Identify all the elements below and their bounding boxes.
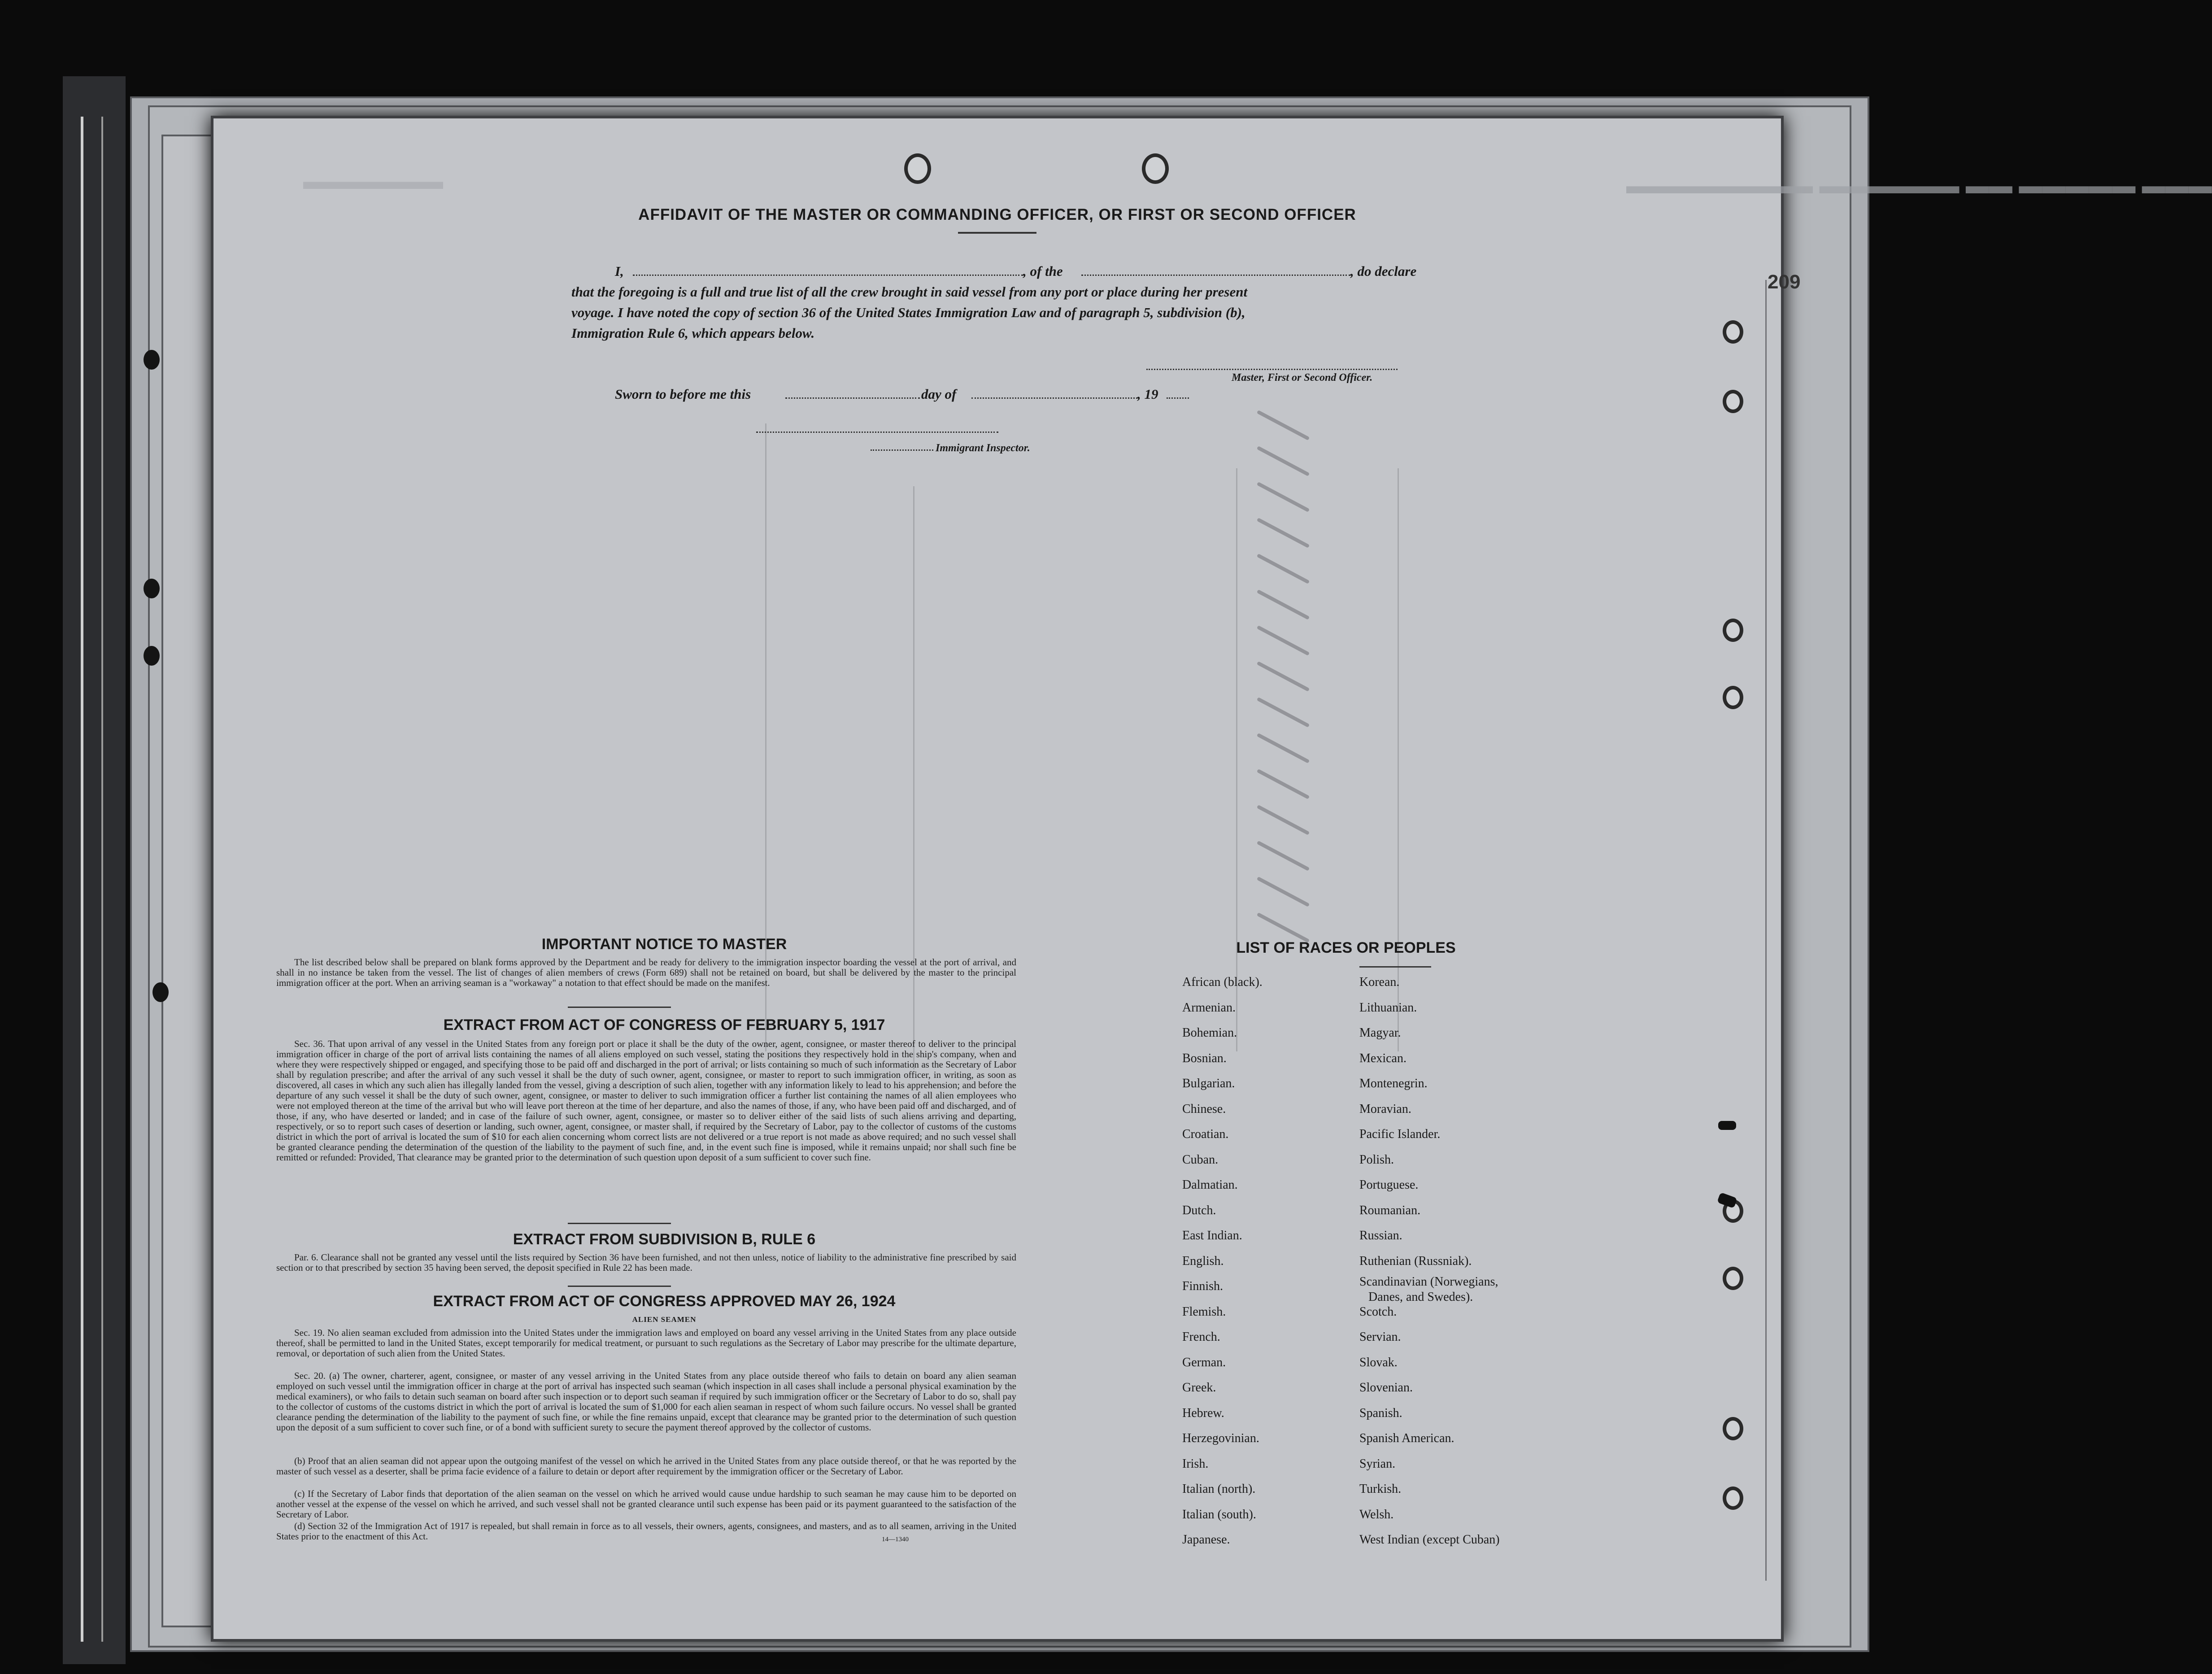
punch-hole: [1723, 1417, 1743, 1440]
day-of-label: day of: [921, 386, 957, 402]
race-item: Italian (north).: [1182, 1482, 1256, 1496]
bleed-through-mark: [1257, 733, 1310, 763]
notice-title: IMPORTANT NOTICE TO MASTER: [541, 936, 787, 953]
sworn-label: Sworn to before me this: [615, 386, 751, 402]
sworn-year-field[interactable]: [1167, 394, 1189, 399]
punch-hole: [1723, 320, 1743, 344]
punch-hole: [1142, 153, 1169, 184]
race-item: Italian (south).: [1182, 1507, 1256, 1521]
race-item: Turkish.: [1359, 1482, 1402, 1496]
vessel-field[interactable]: [1081, 271, 1350, 276]
races-right-column: [1359, 975, 1611, 1547]
bleed-through-mark: [1257, 661, 1310, 692]
bleed-through-mark: [1257, 697, 1310, 728]
race-item: Chinese.: [1182, 1102, 1226, 1116]
of-the-label: , of the: [1023, 263, 1063, 279]
race-item: East Indian.: [1182, 1229, 1242, 1242]
punch-hole: [1723, 1267, 1743, 1290]
race-item: Bohemian.: [1182, 1026, 1237, 1040]
name-field[interactable]: [633, 271, 1023, 276]
race-item: Armenian.: [1182, 1000, 1236, 1015]
race-item: Polish.: [1359, 1152, 1394, 1167]
binder-hole: [144, 579, 160, 598]
bleed-through-mark: [1257, 805, 1310, 835]
affidavit-line-3: Immigration Rule 6, which appears below.: [571, 325, 815, 341]
bleed-through-mark: [1257, 912, 1310, 943]
extract-1924-subtitle: ALIEN SEAMEN: [632, 1315, 697, 1324]
race-item: Bulgarian.: [1182, 1077, 1235, 1090]
bleed-through-rule: [1765, 280, 1767, 1581]
bleed-through-rule: [1398, 468, 1399, 1051]
document-page: [211, 116, 2212, 1642]
notice-body: The list described below shall be prepared on blank forms approved by the Department and be ready for delivery to the immigration inspector boarding the vessel at the port of arrival, and shall in no instance be taken from the vessel. The list of changes of alien members of crews (Form 689) shall not be retained on board, but shall be delivered by the master to the principal immigration officer at the port. When an arriving seaman is a "workaway" a notation to that effect should be made on the manifest.: [276, 957, 1016, 988]
race-item: Scandinavian (Norwegians,: [1359, 1275, 1498, 1289]
sworn-month-field[interactable]: [971, 394, 1137, 399]
extract-1924-sec20a: Sec. 20. (a) The owner, charterer, agent, consignee, or master of any vessel arriving in the United States from any place outside thereof who fails to detain on board any alien seaman employed on such vessel until the immigration officer in charge at the port of arrival has inspected such seaman (which inspection in all cases shall include a personal physical examination by the medical examiners), or who fails to detain such seaman on board after such inspection or to deport such seaman if required by such immigration officer or the Secretary of Labor to do so, shall pay to the collector of customs of the customs district in which the port of arrival is located the sum of $1,000 for each alien seaman in respect of whom such failure occurs. No vessel shall be granted clearance pending the determination of the liability to the payment of such fine, or while the fine remains unpaid, except that clearance may be granted prior to the determination of such question upon the deposit of a sum sufficient to cover such fine, or of a bond with sufficient surety to secure the payment thereof approved by the collector of customs.: [276, 1370, 1016, 1433]
races-left-column: [1182, 975, 1371, 1547]
race-item: Pacific Islander.: [1359, 1127, 1441, 1141]
race-item: Croatian.: [1182, 1127, 1229, 1141]
extract-1924-sec19: Sec. 19. No alien seaman excluded from admission into the United States under the immigration laws and employed on board any vessel arriving in the United States from any place outside thereof, shall be permitted to land in the United States, except temporarily for medical treatment, or pursuant to such regulations as the Secretary of Labor may prescribe for the ultimate departure, removal, or deportation of such alien from the United States.: [276, 1327, 1016, 1359]
race-item: Danes, and Swedes).: [1368, 1290, 1473, 1304]
do-declare-label: , do declare: [1350, 263, 1417, 279]
punch-hole: [1723, 1487, 1743, 1510]
race-item: Herzegovinian.: [1182, 1431, 1259, 1445]
race-item: Mexican.: [1359, 1051, 1406, 1065]
race-item: Montenegrin.: [1359, 1077, 1428, 1090]
bleed-through-mark: [1257, 410, 1310, 440]
binder-hole: [152, 982, 169, 1002]
race-item: Dutch.: [1182, 1203, 1216, 1217]
race-item: Syrian.: [1359, 1456, 1396, 1471]
margin-page-number: 209: [1768, 271, 1801, 293]
race-item: African (black).: [1182, 975, 1263, 989]
race-item: Bosnian.: [1182, 1051, 1227, 1065]
race-item: Slovenian.: [1359, 1381, 1413, 1395]
race-item: Welsh.: [1359, 1507, 1394, 1521]
extract-1924-sec20d: (d) Section 32 of the Immigration Act of 1917 is repealed, but shall remain in force as to all vessels, their owners, agents, consignees, and masters, and as to all seamen, arriving in the United States prior to the enactment of this Act.: [276, 1521, 1016, 1542]
extract-1924-sec20c: (c) If the Secretary of Labor finds that deportation of the alien seaman on the vessel on which he arrived would cause undue hardship to such seaman he may cause him to be deported on another vessel at the expense of the vessel on which he arrived, and such vessel shall not be granted clearance until such expense has been paid or its payment guaranteed to the satisfaction of the Secretary of Labor.: [276, 1488, 1016, 1520]
bleed-through-mark: [1257, 625, 1310, 656]
race-item: West Indian (except Cuban): [1359, 1533, 1500, 1547]
race-item: Lithuanian.: [1359, 1000, 1417, 1015]
punch-hole: [904, 153, 931, 184]
extract-1924-title: EXTRACT FROM ACT OF CONGRESS APPROVED MAY 26, 1924: [433, 1293, 896, 1310]
bleed-through-mark: [1257, 876, 1310, 907]
race-item: Irish.: [1182, 1456, 1209, 1471]
form-number: 14—1340: [882, 1536, 909, 1543]
race-item: Moravian.: [1359, 1102, 1411, 1116]
races-rule: [1359, 966, 1431, 968]
bleed-through-text: ▬▬▬▬▬▬: [303, 168, 443, 194]
page-edges: [81, 117, 103, 1642]
rule-6-rule: [568, 1286, 671, 1287]
race-item: Slovak.: [1359, 1355, 1398, 1369]
master-signature-label: Master, First or Second Officer.: [1232, 372, 1373, 384]
race-item: Portuguese.: [1359, 1178, 1419, 1192]
title-rule: [958, 232, 1036, 234]
bleed-through-mark: [1257, 554, 1310, 584]
race-item: Flemish.: [1182, 1304, 1226, 1319]
notice-rule: [568, 1007, 671, 1008]
race-item: Dalmatian.: [1182, 1178, 1238, 1192]
bleed-through-mark: [1257, 482, 1310, 512]
affidavit-line-1: that the foregoing is a full and true list of all the crew brought in said vessel from any port or place during her present: [571, 284, 1248, 300]
race-item: Roumanian.: [1359, 1203, 1421, 1217]
race-item: Greek.: [1182, 1381, 1216, 1395]
race-item: Hebrew.: [1182, 1406, 1224, 1420]
binder-clip: [1717, 1192, 1737, 1208]
race-item: English.: [1182, 1254, 1224, 1268]
race-item: Japanese.: [1182, 1533, 1230, 1547]
race-item: Russian.: [1359, 1229, 1402, 1242]
rule-6-body: Par. 6. Clearance shall not be granted any vessel until the lists required by Section 36 have been furnished, and not then unless, notice of liability to the administrative fine prescribed by said section or to that prescribed by section 35 having been served, the deposit specified in Rule 22 has been made.: [276, 1252, 1016, 1273]
extract-1917-body: Sec. 36. That upon arrival of any vessel in the United States from any foreign port or place it shall be the duty of the owner, agent, consignee, or master thereof to deliver to the principal immigration officer in charge of the port of arrival lists containing the names of all aliens employed on such vessel, stating the positions they respectively hold in the ship's company, when and where they were respectively shipped or engaged, and specifying those to be paid off and discharged in the port of arrival; or lists containing so much of such information as the Secretary of Labor shall by regulation prescribe; and after the arrival of any such vessel it shall be the duty of such owner, agent, consignee, or master to report to such immigration officer, in writing, as soon as discovered, all cases in which any such alien has illegally landed from the vessel, giving a description of such alien, together with any information likely to lead to his apprehension; and before the departure of any such vessel it shall be the duty of such owner, agent, consignee, or master to deliver to such immigration officer a further list containing the names of all alien employees who were not employed thereon at the time of the arrival but who will leave port thereon at the time of her departure, and also the names of those, if any, who have been paid off and discharged, and of those, if any, who have deserted or landed; and in case of the failure of such owner, agent, consignee, or master so to deliver either of the said lists of such aliens arriving and departing, respectively, or so to report such cases of desertion or landing, such owner, agent, consignee, or master shall, if required by the Secretary of Labor, pay to the collector of customs of the customs district in which the port of arrival is located the sum of $10 for each alien concerning whom correct lists are not delivered or a true report is not made as above required; and no such vessel shall be granted clearance pending the determination of the question of the liability to the payment of such fine, and, in the event such fine is imposed, while it remains unpaid; nor shall such fine be remitted or refunded: Provided, That clearance may be granted prior to the determination of such question upon deposit of a sum sufficient to cover such fine.: [276, 1038, 1016, 1163]
punch-hole: [1723, 619, 1743, 642]
extract-1924-sec20b: (b) Proof that an alien seaman did not appear upon the outgoing manifest of the vessel on which he arrived in the United States from any place outside thereof, or that he was reported by the master of such vessel as a deserter, shall be prima facie evidence of a failure to detain or deport after requirement by the immigration officer or the Secretary of Labor.: [276, 1456, 1016, 1477]
punch-hole: [1723, 686, 1743, 709]
rule-6-title: EXTRACT FROM SUBDIVISION B, RULE 6: [513, 1231, 816, 1248]
race-item: Korean.: [1359, 975, 1400, 989]
affidavit-line-2: voyage. I have noted the copy of section 36 of the United States Immigration Law and of paragraph 5, subdivision (b),: [571, 305, 1245, 320]
bleed-through-mark: [1257, 446, 1310, 476]
binder-hole: [144, 350, 160, 370]
sworn-day-field[interactable]: [785, 394, 920, 399]
race-item: Spanish.: [1359, 1406, 1402, 1420]
race-item: German.: [1182, 1355, 1226, 1369]
race-item: Magyar.: [1359, 1026, 1401, 1040]
race-item: Spanish American.: [1359, 1431, 1454, 1445]
race-item: Scotch.: [1359, 1304, 1397, 1319]
bleed-through-mark: [1257, 518, 1310, 548]
race-item: Servian.: [1359, 1330, 1401, 1344]
inspector-signature-label: Immigrant Inspector.: [936, 442, 1030, 454]
race-item: Finnish.: [1182, 1279, 1224, 1293]
i-label: I,: [615, 263, 624, 279]
bleed-through-mark: [1257, 769, 1310, 799]
extract-1917-title: EXTRACT FROM ACT OF CONGRESS OF FEBRUARY 5, 1917: [443, 1016, 885, 1033]
inspector-signature-leader: [871, 446, 933, 451]
affidavit-title: AFFIDAVIT OF THE MASTER OR COMMANDING OFFICER, OR FIRST OR SECOND OFFICER: [638, 206, 1356, 223]
race-item: French.: [1182, 1330, 1220, 1344]
sworn-line: [213, 384, 1781, 405]
extract-1917-rule: [568, 1223, 671, 1224]
binder-hole: [144, 646, 160, 666]
year-label: , 19: [1137, 386, 1158, 402]
bleed-through-rule: [1236, 468, 1237, 1051]
bleed-through-mark: [1257, 589, 1310, 620]
bleed-through-text: ▬▬▬ ▬▬▬▬▬ ▬▬ ▬▬▬▬▬▬ ▬▬▬▬▬▬▬▬: [1626, 173, 2212, 199]
bleed-through-mark: [1257, 841, 1310, 871]
inspector-signature-field[interactable]: [756, 428, 998, 433]
binder-clip: [1718, 1121, 1736, 1130]
race-item: Cuban.: [1182, 1152, 1219, 1167]
affidavit-first-line: [213, 261, 1781, 282]
race-item: Ruthenian (Russniak).: [1359, 1254, 1472, 1268]
races-title: LIST OF RACES OR PEOPLES: [1236, 939, 1456, 956]
master-signature-field[interactable]: [1146, 365, 1398, 370]
